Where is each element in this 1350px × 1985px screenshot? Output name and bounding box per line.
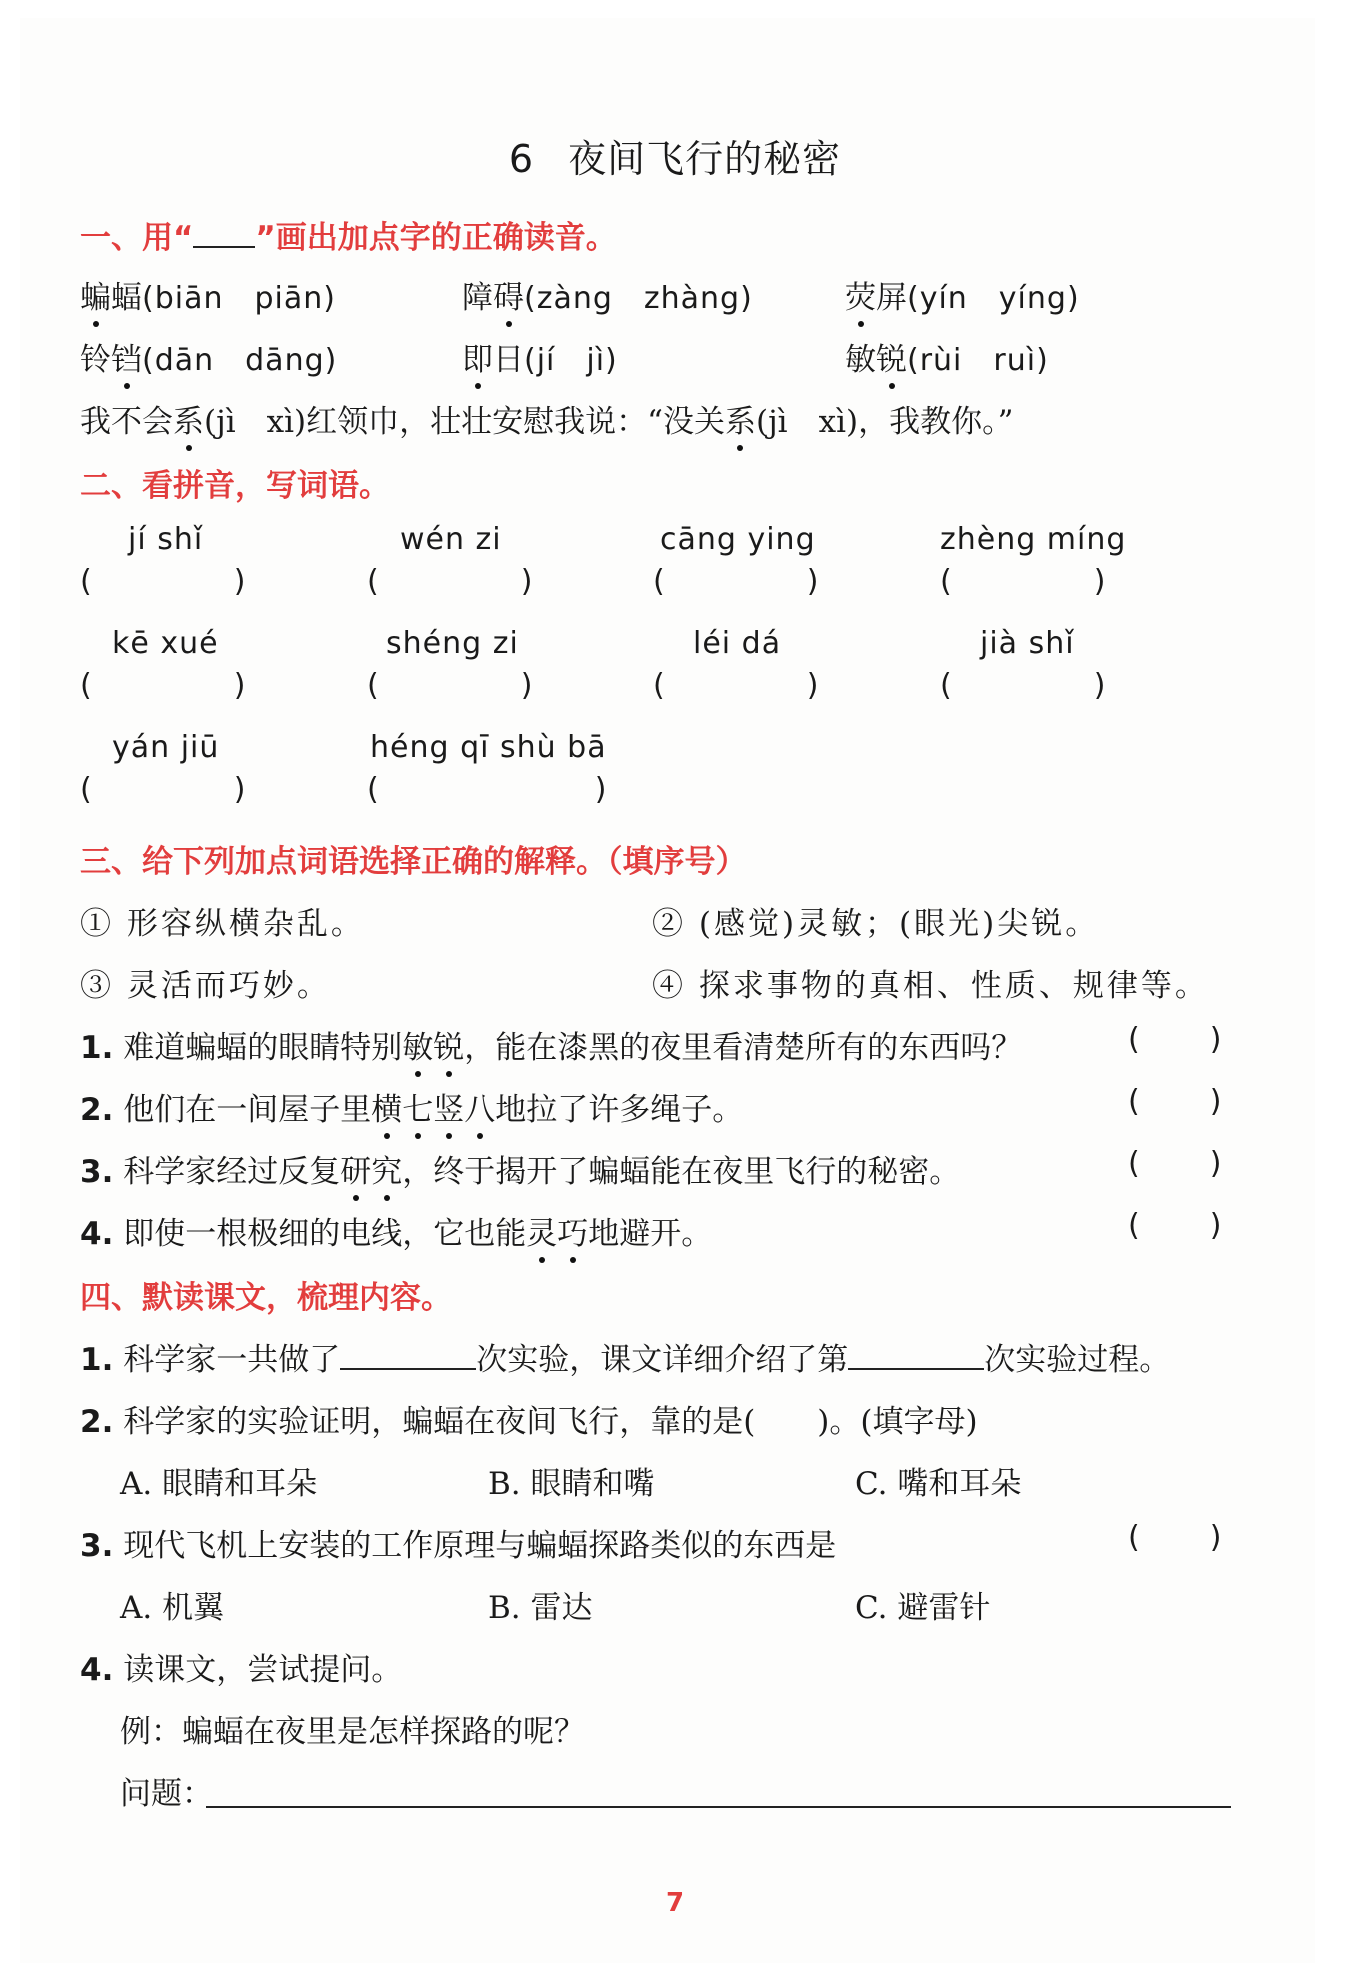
s1-item-6-pinyin[interactable]: (rùi ruì) [907,343,1049,378]
s1-item-3 [845,272,1080,317]
s3-question-1 [80,1022,1022,1067]
s1-sentence-part-c[interactable]: (jì xì)红领巾，壮壮安慰我说：“没关 [204,404,725,440]
answer-box-1[interactable] [80,564,245,599]
s1-item-3-pinyin[interactable]: (yín yíng) [907,281,1080,316]
s3-answer-2[interactable] [1128,1084,1221,1119]
s1-item-3-char-2: 屏 [876,280,907,316]
paren-close: ) [1209,1520,1222,1555]
pinyin-7: léi dá [693,626,782,661]
paren-open: ( [1128,1146,1140,1181]
lesson-number: 6 [508,137,535,181]
answer-box-10[interactable] [367,772,606,807]
s3-question-4 [80,1208,712,1253]
s4-q4-question-label: 问题： [120,1776,213,1812]
pinyin-3: cāng ying [660,522,816,557]
question-text[interactable]: 科学家的实验证明，蝙蝠在夜间飞行，靠的是( )。(填字母) [123,1404,978,1440]
s1-item-3-char-1: 荧 [845,272,876,317]
question-number: 4. [80,1652,114,1688]
section-4-heading: 四、默读课文，梳理内容。 [80,1280,452,1316]
s4-q2-option-c[interactable]: C. 嘴和耳朵 [855,1466,1022,1502]
question-text-end: 地避开。 [588,1216,713,1252]
underline-sample [193,246,255,248]
dotted-char: 锐 [433,1022,464,1067]
paren-open: ( [1128,1022,1140,1057]
paren-close: ) [520,564,533,599]
pinyin-1: jí shǐ [128,522,204,557]
question-number: 1. [80,1342,114,1378]
pinyin-9: yán jiū [112,730,220,765]
s1-item-1-pinyin[interactable]: (biān piān) [142,281,336,316]
s1-item-2-char-1: 障 [462,280,493,316]
dotted-char: 竖 [433,1084,464,1129]
s1-item-4-char-2: 铛 [111,334,142,379]
question-number: 3. [80,1528,114,1564]
question-text-mid: 次实验，课文详细介绍了第 [476,1342,849,1378]
s1-item-2 [462,272,753,317]
answer-box-2[interactable] [367,564,532,599]
s1-item-6-char-1: 敏 [845,342,876,378]
dotted-char: 巧 [557,1208,588,1253]
option-4: ④ 探求事物的真相、性质、规律等。 [652,968,1209,1004]
section-1-heading-post: ”画出加点字的正确读音。 [255,220,617,256]
paren-close: ) [1093,564,1106,599]
s1-item-4-pinyin[interactable]: (dān dāng) [142,343,338,378]
question-number: 4. [80,1216,114,1252]
paren-close: ) [233,564,246,599]
answer-box-8[interactable] [940,668,1105,703]
s1-sentence [80,396,1013,441]
paren-open: ( [367,564,379,599]
question-text: 他们在一间屋子里 [123,1092,372,1128]
s1-sentence-dot-2: 系 [725,396,756,441]
paren-open: ( [653,564,665,599]
s1-sentence-dot-1: 系 [173,396,204,441]
question-text: 即使一根极细的电线，它也能 [123,1216,527,1252]
answer-box-7[interactable] [653,668,818,703]
s4-q3-answer[interactable] [1128,1520,1221,1555]
section-1-heading-pre: 一、用“ [80,220,194,256]
dotted-term [340,1154,402,1190]
paren-close: ) [806,668,819,703]
paren-open: ( [367,668,379,703]
pinyin-2: wén zi [400,522,502,557]
s1-item-5 [462,334,618,379]
paren-open: ( [1128,1208,1140,1243]
dotted-char: 八 [464,1084,495,1129]
page-number: 7 [665,1888,685,1918]
dotted-char: 敏 [402,1022,433,1067]
s4-question-2 [80,1396,978,1441]
pinyin-6: shéng zi [386,626,519,661]
question-text: 读课文，尝试提问。 [123,1652,403,1688]
s1-item-6-char-2: 锐 [876,334,907,379]
s4-q3-option-b[interactable]: B. 雷达 [488,1590,593,1626]
pinyin-10: héng qī shù bā [370,730,607,765]
paren-open: ( [1128,1084,1140,1119]
dotted-char: 研 [340,1146,371,1191]
section-3-heading: 三、给下列加点词语选择正确的解释。（填序号） [80,844,747,880]
s1-item-1-char-2: 蝠 [111,280,142,316]
answer-box-3[interactable] [653,564,818,599]
paren-close: ) [1093,668,1106,703]
s4-q3-option-a[interactable]: A. 机翼 [120,1590,225,1626]
paren-close: ) [1209,1208,1222,1243]
pinyin-5: kē xué [112,626,219,661]
s3-question-2 [80,1084,743,1129]
s4-q3-option-c[interactable]: C. 避雷针 [855,1590,991,1626]
dotted-term [526,1216,588,1252]
s1-item-5-char-1: 即 [462,334,493,379]
paren-open: ( [367,772,379,807]
question-answer-line[interactable] [206,1806,1231,1808]
question-text-end: ，终于揭开了蝙蝠能在夜里飞行的秘密。 [402,1154,961,1190]
question-number: 2. [80,1404,114,1440]
s1-item-6 [845,334,1049,379]
paren-close: ) [806,564,819,599]
s1-item-5-char-2: 日 [493,342,524,378]
s1-item-2-char-2: 碍 [493,272,524,317]
paren-close: ) [1209,1084,1222,1119]
dotted-term [402,1030,464,1066]
option-3: ③ 灵活而巧妙。 [80,968,331,1004]
answer-box-9[interactable] [80,772,245,807]
s4-question-1 [80,1334,1170,1379]
lesson-title-text: 夜间飞行的秘密 [568,137,842,181]
question-text: 科学家经过反复 [123,1154,341,1190]
pinyin-4: zhèng míng [940,522,1127,557]
paren-close: ) [520,668,533,703]
paren-close: ) [233,772,246,807]
question-number: 3. [80,1154,114,1190]
s3-question-3 [80,1146,960,1191]
s4-q4-example: 例：蝙蝠在夜里是怎样探路的呢？ [120,1714,585,1750]
answer-box-4[interactable] [940,564,1105,599]
s1-item-1-char-1: 蝙 [80,272,111,317]
question-number: 2. [80,1092,114,1128]
question-text: 难道蝙蝠的眼睛特别 [123,1030,403,1066]
s3-answer-4[interactable] [1128,1208,1221,1243]
s4-q2-option-a[interactable]: A. 眼睛和耳朵 [120,1466,318,1502]
paren-close: ) [1209,1146,1222,1181]
s1-item-2-pinyin[interactable]: (zàng zhàng) [524,281,753,316]
paren-close: ) [233,668,246,703]
paren-open: ( [80,772,92,807]
question-number: 1. [80,1030,114,1066]
paren-open: ( [940,564,952,599]
dotted-term-text [402,1030,464,1066]
s1-item-5-pinyin[interactable]: (jí jì) [524,343,618,378]
paren-open: ( [653,668,665,703]
s4-question-3 [80,1520,836,1565]
s3-answer-3[interactable] [1128,1146,1221,1181]
option-2: ② (感觉)灵敏；(眼光)尖锐。 [652,906,1100,942]
paren-open: ( [1128,1520,1140,1555]
lesson-title [0,128,1350,183]
blank-ordinal[interactable] [848,1368,984,1370]
s1-item-4 [80,334,337,379]
s1-item-1 [80,272,336,317]
paren-open: ( [80,564,92,599]
question-text: 现代飞机上安装的工作原理与蝙蝠探路类似的东西是 [123,1528,837,1564]
section-1-heading [80,212,617,257]
dotted-char: 灵 [526,1208,557,1253]
question-text-end: 次实验过程。 [984,1342,1171,1378]
question-text-end: 地拉了许多绳子。 [495,1092,744,1128]
s3-answer-1[interactable] [1128,1022,1221,1057]
s1-sentence-part-e[interactable]: (jì xì)，我教你。” [755,404,1014,440]
question-text-end: ，能在漆黑的夜里看清楚所有的东西吗？ [464,1030,1023,1066]
paren-open: ( [80,668,92,703]
dotted-term [371,1092,495,1128]
section-2-heading: 二、看拼音，写词语。 [80,468,390,504]
dotted-char: 七 [402,1084,433,1129]
s4-q2-option-b[interactable]: B. 眼睛和嘴 [488,1466,655,1502]
paren-close: ) [1209,1022,1222,1057]
answer-box-6[interactable] [367,668,532,703]
dotted-char: 横 [371,1084,402,1129]
s1-sentence-part-a: 我不会 [80,404,173,440]
dotted-char: 究 [371,1146,402,1191]
paren-open: ( [940,668,952,703]
pinyin-8: jià shǐ [980,626,1075,661]
option-1: ① 形容纵横杂乱。 [80,906,365,942]
question-text: 科学家一共做了 [123,1342,341,1378]
s4-question-4 [80,1644,402,1689]
blank-count[interactable] [340,1368,476,1370]
answer-box-5[interactable] [80,668,245,703]
paren-close: ) [594,772,607,807]
s1-item-4-char-1: 铃 [80,342,111,378]
